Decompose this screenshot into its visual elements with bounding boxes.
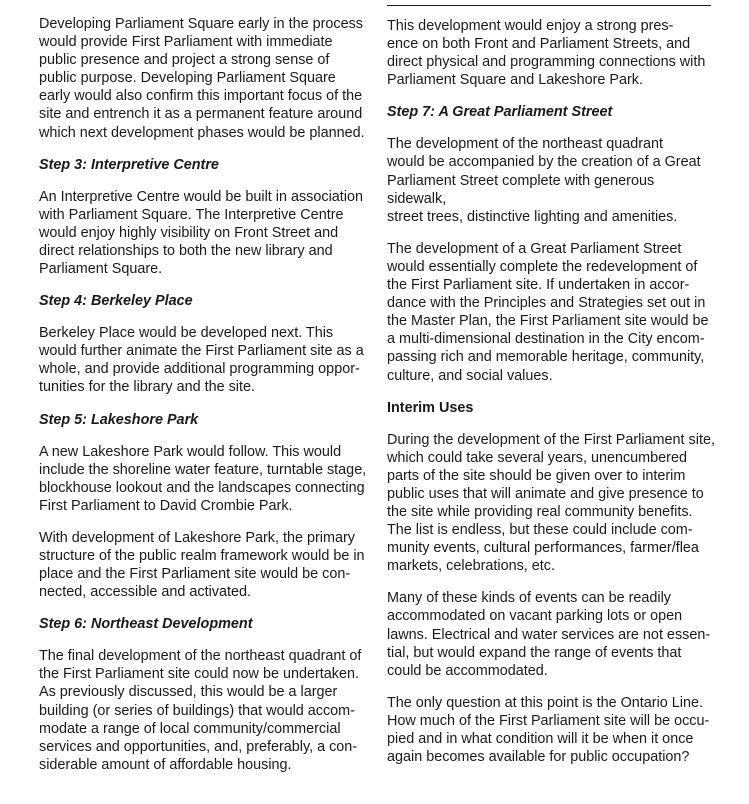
left-column bbox=[39, 15, 369, 788]
paragraph-step-7a: The development of the northeast quadrant would be accompanied by the creation of a Great Parliament Street complete with generous sidewalk, street trees, distinctive lighting and amenities. bbox=[387, 136, 701, 225]
paragraph-step-5a: A new Lakeshore Park would follow. This would include the shoreline water feature, turntable stage, blockhouse lookout and the landscapes connecting First Parliament to David Crombie Park. bbox=[39, 443, 367, 514]
paragraph-step-7b: The development of a Great Parliament Street would essentially complete the redevelopment of the First Parliament site. If undertaken in accor- dance with the Principles and Strategies set out in the Master Plan, the First Parliament site would be a multi-dimensional destination in the City encom- passing rich and memorable heritage, community, culture, and social values. bbox=[387, 240, 709, 384]
heading-step-7: Step 7: A Great Parliament Street bbox=[387, 104, 613, 121]
heading-interim-uses: Interim Uses bbox=[387, 399, 474, 416]
paragraph-interim-2: Many of these kinds of events can be readily accommodated on vacant parking lots or open lawns. Electrical and water services are not essen- tial, but would expand the range of events that could be accommodated. bbox=[387, 590, 711, 679]
paragraph-interim-3: The only question at this point is the Ontario Line. How much of the First Parliament site will be occu- pied and in what condition will it be when it once again becomes available for public occupation? bbox=[387, 694, 710, 766]
paragraph-step-6: The final development of the northeast quadrant of the First Parliament site could now be undertaken. As previously discussed, this would be a larger building (or series of buildings) that would accom- modate a range of local community/commercial services and opportunities, and, preferably, a con- siderable amount of affordable housing. bbox=[39, 648, 362, 773]
paragraph-step-3: An Interpretive Centre would be built in association with Parliament Square. The Interpretive Centre would enjoy highly visibility on Front Street and direct relationships to both the new library and Parliament Square. bbox=[39, 188, 363, 278]
heading-step-6: Step 6: Northeast Development bbox=[39, 616, 253, 633]
paragraph-parliament-square: Developing Parliament Square early in the process would provide First Parliament with immediate public presence and project a strong sense of public purpose. Developing Parliament Square early would also confirm this important focus of the site and entrench it as a permanent feature around which next development phases would be planned. bbox=[39, 16, 365, 141]
heading-step-3: Step 3: Interpretive Centre bbox=[39, 156, 219, 173]
heading-step-5: Step 5: Lakeshore Park bbox=[39, 411, 199, 428]
paragraph-step-5b: With development of Lakeshore Park, the primary structure of the public realm framework would be in place and the First Parliament site would be con- nected, accessible and activated. bbox=[39, 529, 365, 601]
paragraph-continued: This development would enjoy a strong pres- ence on both Front and Parliament Streets, and direct physical and programming connections with Parliament Square and Lakeshore Park. bbox=[387, 18, 706, 89]
top-rule bbox=[387, 5, 711, 6]
right-column bbox=[387, 17, 717, 780]
heading-step-4: Step 4: Berkeley Place bbox=[39, 293, 193, 310]
paragraph-interim-1: During the development of the First Parliament site, which could take several years, unencumbered parts of the site should be given over to interim public uses that will animate and give presence to the site while providing real community benefits. The list is endless, but these could include com- munity events, cultural performances, farmer/flea markets, celebrations, etc. bbox=[387, 431, 715, 575]
paragraph-step-4: Berkeley Place would be developed next. This would further animate the First Parliament site as a whole, and provide additional programming oppor- tunities for the library and the site. bbox=[39, 325, 364, 396]
